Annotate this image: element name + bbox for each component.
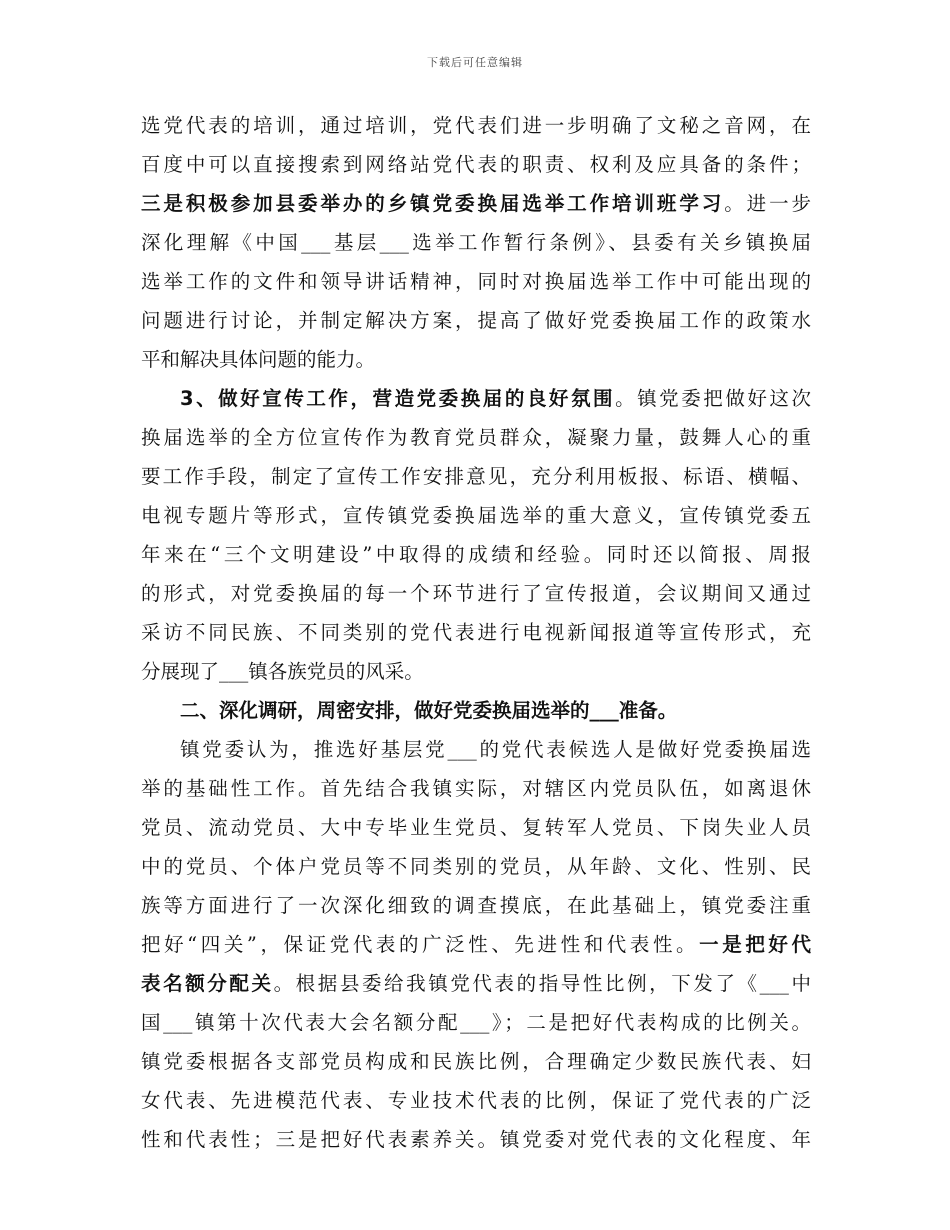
text-line: 年来在“三个文明建设”中取得的成绩和经验。同时还以简报、周报 xyxy=(141,543,811,566)
text-line: 国___镇第十次代表大会名额分配___》；二是把好代表构成的比例关。 xyxy=(141,1011,811,1034)
text-line: 中的党员、个体户党员等不同类别的党员，从年龄、文化、性别、民 xyxy=(141,855,811,878)
text-line: 百度中可以直接搜索到网络站党代表的职责、权利及应具备的条件； xyxy=(141,153,811,176)
text-line: 族等方面进行了一次深化细致的调查摸底，在此基础上，镇党委注重 xyxy=(141,894,811,917)
text-line: 采访不同民族、不同类别的党代表进行电视新闻报道等宣传形式，充 xyxy=(141,621,811,644)
text-line: 选党代表的培训，通过培训，党代表们进一步明确了文秘之音网，在 xyxy=(141,114,811,137)
section-heading: 二、深化调研，周密安排，做好党委换届选举的___准备。 xyxy=(180,699,678,722)
text-line: 举的基础性工作。首先结合我镇实际，对辖区内党员队伍，如离退休 xyxy=(141,777,811,800)
text-line: 深化理解《中国___基层___选举工作暂行条例》、县委有关乡镇换届 xyxy=(141,231,811,254)
document-body xyxy=(141,106,811,1159)
page-header: 下载后可任意编辑 xyxy=(427,56,523,69)
text-line: 换届选举的全方位宣传作为教育党员群众，凝聚力量，鼓舞人心的重 xyxy=(141,426,811,449)
text-line: 要工作手段，制定了宣传工作安排意见，充分利用板报、标语、横幅、 xyxy=(141,465,811,488)
text-line: 党员、流动党员、大中专毕业生党员、复转军人党员、下岗失业人员 xyxy=(141,816,811,839)
text-line: 电视专题片等形式，宣传镇党委换届选举的重大意义，宣传镇党委五 xyxy=(141,504,811,527)
text-line: 分展现了___镇各族党员的风采。 xyxy=(141,660,424,683)
text-line: 平和解决具体问题的能力。 xyxy=(141,348,376,371)
text-line: 把好“四关”，保证党代表的广泛性、先进性和代表性。一是把好代 xyxy=(141,933,811,956)
text-line: 镇党委认为，推选好基层党___的党代表候选人是做好党委换届选 xyxy=(180,738,811,761)
text-line: 的形式，对党委换届的每一个环节进行了宣传报道，会议期间又通过 xyxy=(141,582,811,605)
text-line: 三是积极参加县委举办的乡镇党委换届选举工作培训班学习。进一步 xyxy=(141,192,811,215)
text-line: 镇党委根据各支部党员构成和民族比例，合理确定少数民族代表、妇 xyxy=(141,1050,811,1073)
text-line: 性和代表性；三是把好代表素养关。镇党委对党代表的文化程度、年 xyxy=(141,1128,811,1151)
text-line: 问题进行讨论，并制定解决方案，提高了做好党委换届工作的政策水 xyxy=(141,309,811,332)
text-line: 选举工作的文件和领导讲话精神，同时对换届选举工作中可能出现的 xyxy=(141,270,811,293)
text-line: 女代表、先进模范代表、专业技术代表的比例，保证了党代表的广泛 xyxy=(141,1089,811,1112)
text-line: 表名额分配关。根据县委给我镇党代表的指导性比例，下发了《___中 xyxy=(141,972,811,995)
section-heading-line: 3、做好宣传工作，营造党委换届的良好氛围。镇党委把做好这次 xyxy=(180,387,811,410)
